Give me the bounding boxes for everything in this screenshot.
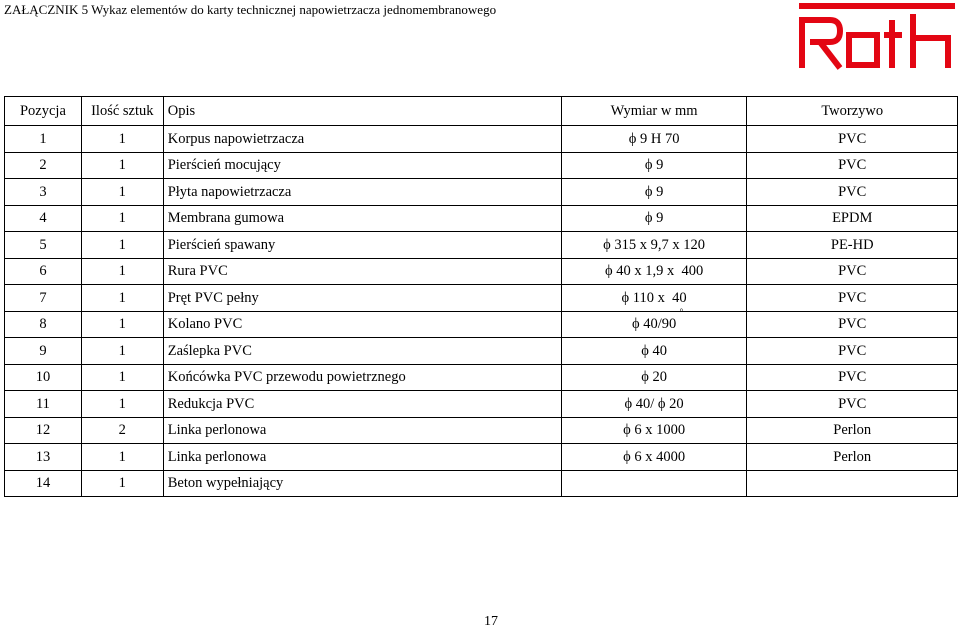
- header-quantity: Ilość sztuk: [81, 97, 163, 126]
- table-row: [5, 311, 958, 338]
- cell-material: PVC: [747, 126, 958, 153]
- cell-quantity: 1: [81, 444, 163, 471]
- cell-description: Pręt PVC pełny: [163, 285, 561, 312]
- table-header-row: [5, 97, 958, 126]
- cell-quantity: 1: [81, 285, 163, 312]
- cell-description: Końcówka PVC przewodu powietrznego: [163, 364, 561, 391]
- cell-position: 8: [5, 311, 82, 338]
- degree-sign: °: [679, 307, 684, 317]
- cell-quantity: 1: [81, 258, 163, 285]
- cell-description: Membrana gumowa: [163, 205, 561, 232]
- cell-description: Zaślepka PVC: [163, 338, 561, 365]
- roth-logo: [796, 2, 958, 70]
- cell-dimension: ϕ 20: [561, 364, 747, 391]
- cell-description: Rura PVC: [163, 258, 561, 285]
- cell-position: 2: [5, 152, 82, 179]
- table-row: [5, 470, 958, 497]
- table-row: [5, 417, 958, 444]
- cell-material: PVC: [747, 311, 958, 338]
- parts-table: [4, 96, 958, 497]
- cell-quantity: 1: [81, 126, 163, 153]
- cell-dimension: ϕ 40: [561, 338, 747, 365]
- cell-dimension: [561, 470, 747, 497]
- cell-position: 13: [5, 444, 82, 471]
- roth-logo-graphic: [796, 2, 958, 70]
- cell-description: Kolano PVC: [163, 311, 561, 338]
- cell-material: PVC: [747, 258, 958, 285]
- cell-material: PVC: [747, 364, 958, 391]
- cell-material: PVC: [747, 179, 958, 206]
- cell-dimension: ϕ 9 H 70: [561, 126, 747, 153]
- cell-position: 6: [5, 258, 82, 285]
- cell-dimension: ϕ 315 x 9,7 x 120: [561, 232, 747, 259]
- table-row: [5, 126, 958, 153]
- cell-quantity: 1: [81, 179, 163, 206]
- cell-material: PVC: [747, 391, 958, 418]
- cell-position: 9: [5, 338, 82, 365]
- document-title: ZAŁĄCZNIK 5 Wykaz elementów do karty technicznej napowietrzacza jednomembranowego: [4, 2, 497, 17]
- table-row: [5, 364, 958, 391]
- cell-material: PVC: [747, 338, 958, 365]
- table-row: [5, 152, 958, 179]
- cell-quantity: 1: [81, 205, 163, 232]
- cell-position: 7: [5, 285, 82, 312]
- cell-material: Perlon: [747, 417, 958, 444]
- cell-material: Perlon: [747, 444, 958, 471]
- cell-position: 10: [5, 364, 82, 391]
- cell-quantity: 1: [81, 364, 163, 391]
- cell-position: 11: [5, 391, 82, 418]
- cell-material: EPDM: [747, 205, 958, 232]
- cell-description: Linka perlonowa: [163, 444, 561, 471]
- table-row: [5, 391, 958, 418]
- cell-material: [747, 470, 958, 497]
- table-row: [5, 285, 958, 312]
- cell-dimension: ϕ 6 x 1000: [561, 417, 747, 444]
- cell-position: 14: [5, 470, 82, 497]
- cell-quantity: 1: [81, 470, 163, 497]
- cell-position: 12: [5, 417, 82, 444]
- table-row: [5, 258, 958, 285]
- cell-quantity: 2: [81, 417, 163, 444]
- cell-dimension: ϕ 40 x 1,9 x 400: [561, 258, 747, 285]
- cell-description: Linka perlonowa: [163, 417, 561, 444]
- table-row: [5, 444, 958, 471]
- cell-description: Beton wypełniający: [163, 470, 561, 497]
- cell-dimension: ϕ 9: [561, 152, 747, 179]
- cell-dimension: ϕ 110 x 40: [561, 285, 747, 312]
- page-number: 17: [484, 614, 498, 629]
- cell-dimension: ϕ 6 x 4000: [561, 444, 747, 471]
- cell-dimension: ϕ 9: [561, 179, 747, 206]
- dimension-value: [631, 307, 684, 332]
- header-description: Opis: [163, 97, 561, 126]
- cell-position: 1: [5, 126, 82, 153]
- table-row: [5, 179, 958, 206]
- header-material: Tworzywo: [747, 97, 958, 126]
- cell-position: 4: [5, 205, 82, 232]
- cell-dimension: ϕ 9: [561, 205, 747, 232]
- cell-position: 3: [5, 179, 82, 206]
- cell-description: Pierścień spawany: [163, 232, 561, 259]
- cell-description: Korpus napowietrzacza: [163, 126, 561, 153]
- table-row: [5, 338, 958, 365]
- cell-position: 5: [5, 232, 82, 259]
- cell-description: Płyta napowietrzacza: [163, 179, 561, 206]
- cell-quantity: 1: [81, 391, 163, 418]
- cell-quantity: 1: [81, 232, 163, 259]
- table-row: [5, 205, 958, 232]
- cell-quantity: 1: [81, 152, 163, 179]
- table-row: [5, 232, 958, 259]
- cell-description: Redukcja PVC: [163, 391, 561, 418]
- cell-dimension: ϕ 40/ ϕ 20: [561, 391, 747, 418]
- cell-dimension: [561, 307, 747, 338]
- cell-description: Pierścień mocujący: [163, 152, 561, 179]
- header-position: Pozycja: [5, 97, 82, 126]
- cell-quantity: 1: [81, 311, 163, 338]
- cell-material: PVC: [747, 152, 958, 179]
- header-dimension: Wymiar w mm: [561, 97, 747, 126]
- dimension-text: ϕ 40/90: [631, 316, 677, 332]
- cell-material: PVC: [747, 285, 958, 312]
- cell-material: PE-HD: [747, 232, 958, 259]
- cell-quantity: 1: [81, 338, 163, 365]
